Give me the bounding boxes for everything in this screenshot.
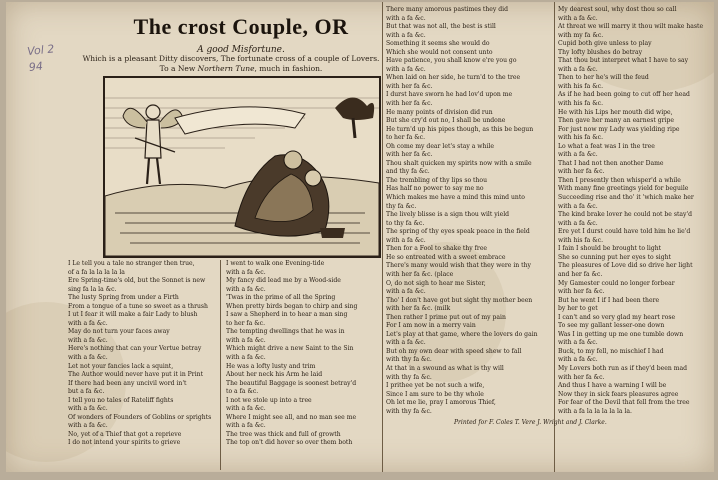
verse-line: The kind brake lover he could not be stay'd [558,211,693,219]
verse-line: The tempting dwellings that he was in [226,328,345,336]
verse-line: I ut I fear it will make a fair Lady to blush [68,311,198,319]
verse-line: At threat we will marry it thou wilt make haste [558,23,704,31]
verse-column-right [558,6,712,416]
verse-line: with a fa &c. [386,14,426,22]
verse-line: Have patience, you shall know e're you go [386,57,517,65]
verse-line: I saw a Shepherd in to hear a man sing [226,311,348,319]
verse-line: Cupid both give unless to play [558,40,652,48]
verse-line: I durst have sworn he had lov'd upon me [386,91,513,99]
verse-line: to her fa &c. [226,319,266,327]
verse-line: with a fa &c. [68,405,108,413]
verse-line: with a fa &c. [558,151,598,159]
verse-line: Here's nothing that can your Vertue betray [68,345,202,353]
verse-line: with a fa &c. [386,288,426,296]
verse-line: 'Twas in the prime of all the Spring [226,294,336,302]
verse-line: with a fa &c. [226,354,266,362]
verse-line: with her fa &c. [558,288,605,296]
verse-line: and thy fa &c. [386,168,430,176]
verse-line: with a fa &c. [558,202,598,210]
verse-line: with his fa &c. [558,100,604,108]
verse-line: But oh my own dear with speed shew to fall [386,347,522,355]
verse-line: with a fa &c. [558,14,598,22]
verse-line: with a fa &c. [226,422,266,430]
verse-line: No, yet of a Thief that got a reprieve [68,430,182,438]
verse-line: with her fa &c. [386,151,433,159]
verse-line: I do not intend your spirits to grieve [68,439,181,447]
verse-line: with a fa &c. [226,336,266,344]
verse-line: When laid on her side, he turn'd to the tree [386,74,521,82]
verse-line: I tell you no tales of Rateliff fights [68,396,174,404]
verse-line: to thy fa &c. [386,219,425,227]
verse-line: with a fa &c. [386,236,426,244]
verse-line: with her fa &c. [386,82,433,90]
verse-line: with his fa &c. [558,134,604,142]
verse-line: with a fa &c. [558,356,598,364]
verse-line: with a fa &c. [68,336,108,344]
verse-line: That I had not then another Dame [558,159,664,167]
verse-line: My Lovers both run as if they'd been mad [558,364,688,372]
verse-line: Then rather I prime put out of my pain [386,313,506,321]
verse-line: with a fa &c. [68,319,108,327]
column-divider [220,260,221,470]
verse-line: with her fa &c. (place [386,270,454,278]
speech-banner [175,107,305,134]
verse-line: When pretty birds began to chirp and sing [226,302,358,310]
verse-line: to her fa &c. [386,134,426,142]
annotation-number: 94 [28,59,44,75]
column-divider [382,2,383,472]
verse-line: Ere yet I durst could have told him he lie'd [558,228,691,236]
verse-line: For fear of the Devil that fell from the tree [558,399,690,407]
verse-line: with a fa &c. [386,31,426,39]
ballad-description: Which is a pleasant Ditty discovers, The fortunate cross of a couple of Lovers. [82,54,380,63]
verse-line: Has half no power to say me no [386,185,484,193]
ballad-subtitle: A good Misfortune. [197,45,285,55]
verse-line: My dearest soul, why dost thou so call [558,6,677,13]
woodcut-illustration [103,76,381,258]
verse-line: with a fa &c. [558,65,598,73]
verse-line: Something it seems she would do [386,40,490,48]
verse-column-center [386,6,552,416]
verse-line: About her neck his Arm he laid [226,371,323,379]
verse-line: Let's play at that game, where the lovers do gain [386,330,538,338]
verse-line: and her fa &c. [558,270,603,278]
verse-line: The lusty Spring from under a Firth [68,294,179,302]
verse-line: but a fa &c. [68,388,105,396]
verse-line: with her fa &c. [558,373,605,381]
verse-line: If there had been any uncivil word in't [68,379,187,387]
verse-line: with my fa &c. [558,31,604,39]
verse-line: The pleasures of Love did so drive her light [558,262,693,270]
verse-line: with her fa &c. [558,168,605,176]
verse-line: But she cry'd out no, I shall be undone [386,117,506,125]
verse-line: There's many would wish that they were in thy [386,262,531,270]
ballad-tune-line [126,64,356,73]
verse-line: To see my gallant lesser-one down [558,322,665,330]
verse-line: with a fa &c. [68,422,108,430]
verse-line: Then to her he's will the feud [558,74,649,82]
verse-line: with a fa &c. [68,354,108,362]
verse-line: I can't and so very glad my heart rose [558,313,676,321]
lovers-figures [235,151,329,236]
verse-line: That thou but interpret what I have to say [558,57,689,65]
verse-line: Lo what a feat was I in the tree [558,142,655,150]
verse-line: Now they in sick fears pleasures agree [558,390,679,398]
verse-line: Then for a Fool to shake thy free [386,245,488,253]
verse-line: The trembling of thy lips so thou [386,176,488,184]
verse-line: There many amorous pastimes they did [386,6,509,13]
verse-line: with her fa &c. (milk [386,305,451,313]
verse-line: with thy fa &c. [386,407,432,415]
ballad-sheet [6,2,714,472]
verse-line: Thou shalt quicken my spirits now with a smile [386,159,532,167]
verse-line: From a tongue of a tune so sweet as a thrush [68,302,208,310]
verse-line: with his fa &c. [558,236,604,244]
ballad-title: The crost Couple, OR [133,14,349,39]
woodcut-drawing [105,78,379,256]
verse-line: My fancy did lead me by a Wood-side [226,277,341,285]
verse-line: Thy lofty blushes do betray [558,48,643,56]
verse-line: He turn'd up his pipes though, as this be begun [386,125,534,133]
verse-line: The lively blisse is a sign thou wilt yield [386,211,510,219]
verse-line: Which makes me have a mind this mind unto [386,194,525,202]
verse-line: sing fa la la &c. [68,285,117,293]
verse-line: The Author would never have put it in Print [68,371,204,379]
verse-line: He with his Lips her mouth did wipe, [558,108,673,116]
verse-line: of a fa la la la la la [68,268,125,276]
verse-line: The spring of thy eyes speak peace in the field [386,228,530,236]
verse-line: with a fa &c. [226,405,266,413]
verse-line: with a fa &c. [226,268,266,276]
column-divider [554,2,555,472]
verse-line: Buck, to my fell, no mischief I had [558,347,664,355]
verse-line: Which she would not consent unto [386,48,493,56]
verse-line: thy fa &c. [386,202,417,210]
verse-line: I Le tell you a tale no stranger then true, [68,260,195,267]
handwritten-annotation [26,40,69,76]
verse-line: Which might drive a new Saint to the Sin [226,345,354,353]
verse-line: Where I might see all, and no man see me [226,413,357,421]
verse-line: But he went I if I had been there [558,296,660,304]
verse-line: The tree was thick and full of growth [226,430,341,438]
verse-line: But that was not all, the best is still [386,23,496,31]
verse-line: by her to get [558,305,598,313]
verse-line: For just now my Lady was yielding ripe [558,125,680,133]
verse-line: I went to walk one Evening-tide [226,260,325,267]
verse-line: with a fa la la la la la la. [558,407,632,415]
cupid-figure [123,105,183,184]
verse-line: I not we stole up into a tree [226,396,312,404]
verse-line: with a fa &c. [558,339,598,347]
verse-line: At that in a swound as what is thy will [386,364,504,372]
printer-imprint: Printed for F. Coles T. Vere J. Wright and J. Clarke. [454,419,607,426]
verse-line: Let not your fancies lack a squint, [68,362,174,370]
verse-column-left [68,260,218,448]
verse-line: He was a lofty lusty and trim [226,362,316,370]
verse-line: I prithee yet be not such a wife, [386,382,485,390]
verse-line: Tho' I don't have got but sight thy mother been [386,296,533,304]
tune-name: Northern Tune [197,64,255,73]
verse-line: The top on't did hover so over them both [226,439,353,447]
tree-foliage [335,97,374,120]
verse-line: Oh come my dear let's stay a while [386,142,494,150]
verse-line: Oh let me lie, pray I amorous Thief, [386,399,496,407]
tune-suffix: , much in fashion. [254,64,323,73]
verse-line: to a fa &c. [226,388,259,396]
verse-line: For I am now in a merry vain [386,322,476,330]
verse-line: May do not turn your faces away [68,328,170,336]
verse-line: O, do not sigh to hear me Sister, [386,279,486,287]
verse-line: He so entreated with a sweet embrace [386,253,506,261]
verse-column-middle [226,260,380,448]
verse-line: Ere Spring-time's old, but the Sonnet is new [68,277,206,285]
verse-line: with a fa &c. [558,219,598,227]
verse-line: with thy fa &c. [386,356,432,364]
verse-line: With many fine greetings yield for beguile [558,185,689,193]
verse-line: Then gave her many an earnest gripe [558,117,675,125]
annotation-volume: Vol 2 [26,42,55,59]
verse-line: He many points of division did run [386,108,493,116]
verse-line: with her fa &c. [386,100,433,108]
verse-line: with a fa &c. [226,285,266,293]
verse-line: As if he had been going to cut off her head [558,91,690,99]
verse-line: I fain I should be brought to light [558,245,662,253]
verse-line: Then I presently then whisper'd a while [558,176,681,184]
stump [320,228,345,238]
tune-prefix: To a New [159,64,198,73]
verse-line: My Gamester could no longer forbear [558,279,675,287]
verse-line: She so cunning put her eyes to sight [558,253,671,261]
verse-line: Succeeding rise and tho' it 'which make her [558,194,694,202]
verse-line: with his fa &c. [558,82,604,90]
verse-line: And thus I have a warning I will be [558,382,667,390]
verse-line: with thy fa &c. [386,373,432,381]
verse-line: Since I am sure to be thy whole [386,390,484,398]
tree-trunk [353,118,355,138]
verse-line: with a fa &c. [386,339,426,347]
verse-line: with a fa &c. [386,65,426,73]
verse-line: Of wonders of Founders of Goblins or sprights [68,413,212,421]
verse-line: The beautiful Baggage is soonest betray'd [226,379,357,387]
verse-line: Was I in getting up me one tumble down [558,330,684,338]
